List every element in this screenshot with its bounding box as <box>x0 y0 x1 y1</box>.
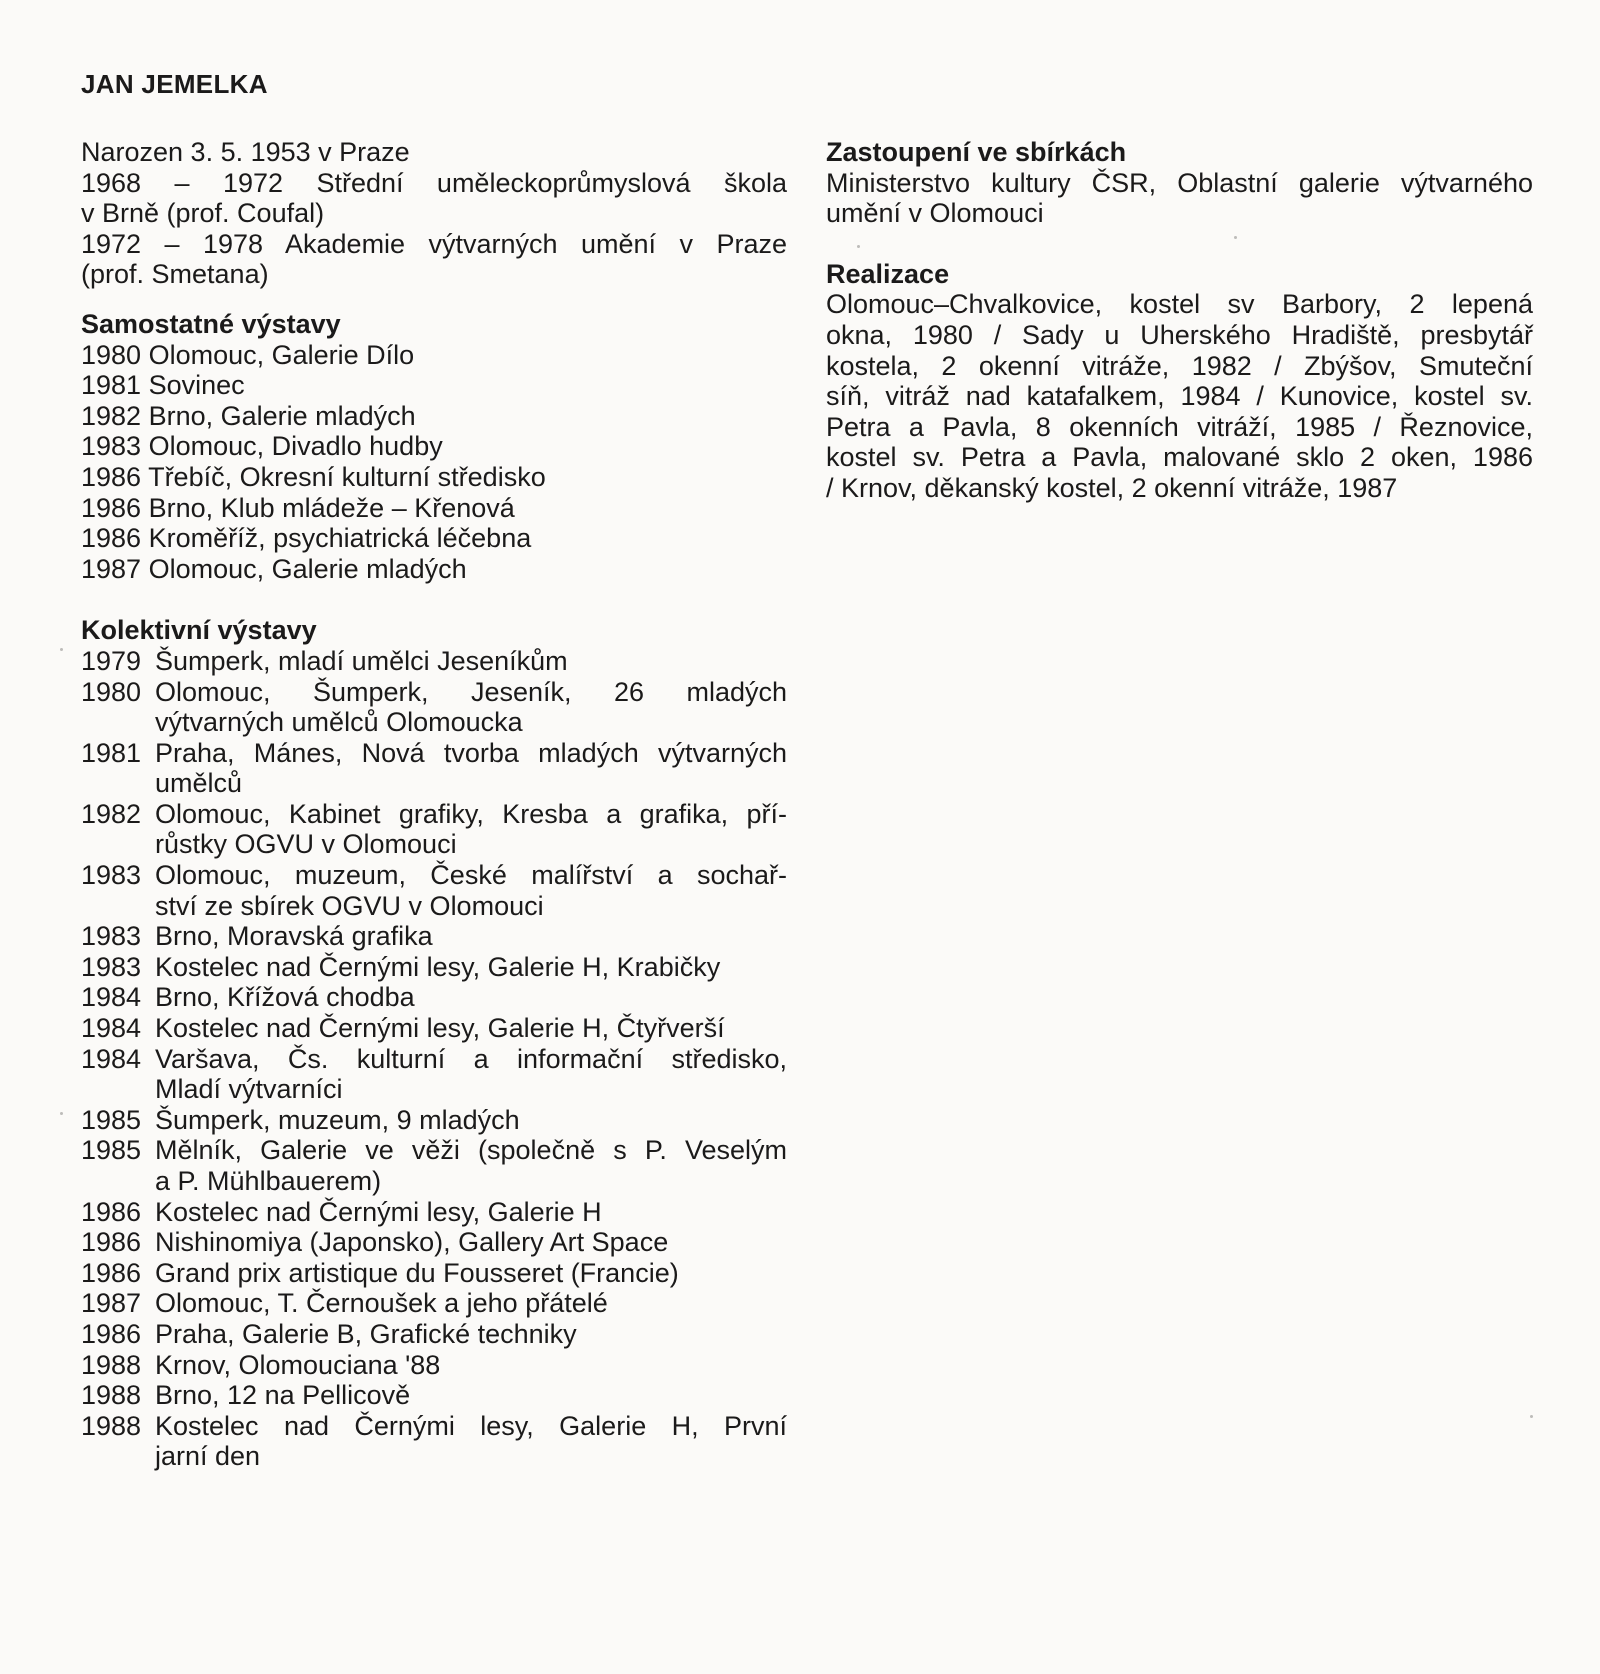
exhibition-text-line: Praha, Galerie B, Grafické techniky <box>155 1318 577 1349</box>
group-exhibition-item <box>81 1197 787 1228</box>
exhibition-text <box>155 738 787 799</box>
exhibition-year: 1988 <box>81 1380 142 1411</box>
exhibition-text <box>155 799 787 860</box>
realizations-section <box>826 259 1533 504</box>
collections-section <box>826 137 1533 229</box>
exhibition-text-line: Šumperk, muzeum, 9 mladých <box>155 1104 520 1135</box>
artist-name-title: JAN JEMELKA <box>81 69 268 99</box>
solo-exhibition-item: 1986 Třebíč, Okresní kulturní středisko <box>81 461 546 492</box>
exhibition-text <box>155 646 787 677</box>
group-exhibition-item <box>81 921 787 952</box>
realizations-line: síň, vitráž nad katafalkem, 1984 / Kunovice, kostel sv. <box>826 381 1533 412</box>
bio-line: Narozen 3. 5. 1953 v Praze <box>81 137 410 167</box>
group-exhibition-item <box>81 1319 787 1350</box>
realizations-line: okna, 1980 / Sady u Uherského Hradiště, presbytář <box>826 319 1533 350</box>
exhibition-text <box>155 1013 787 1044</box>
exhibition-text-line: Mělník, Galerie ve věži (společně s P. Veselým <box>155 1135 787 1166</box>
exhibition-text-line: růstky OGVU v Olomouci <box>155 829 457 860</box>
group-exhibitions-heading: Kolektivní výstavy <box>81 615 317 646</box>
paper-speck <box>60 648 63 651</box>
solo-exhibitions-section <box>81 309 787 584</box>
exhibition-year: 1980 <box>81 676 142 707</box>
exhibition-text <box>155 1044 787 1105</box>
exhibition-year: 1986 <box>81 1318 142 1349</box>
exhibition-year: 1985 <box>81 1104 142 1135</box>
realizations-heading: Realizace <box>826 258 950 289</box>
exhibition-year: 1981 <box>81 737 142 768</box>
exhibition-text <box>155 1135 787 1196</box>
group-exhibition-item <box>81 860 787 921</box>
group-exhibition-item <box>81 1258 787 1289</box>
paper-speck <box>857 245 860 248</box>
exhibition-year: 1985 <box>81 1135 142 1166</box>
group-exhibition-item <box>81 799 787 860</box>
exhibition-year: 1986 <box>81 1257 142 1288</box>
exhibition-text-line: Kostelec nad Černými lesy, Galerie H, Krabičky <box>155 951 721 982</box>
group-exhibition-item <box>81 1135 787 1196</box>
paper-speck <box>1530 1415 1533 1418</box>
group-exhibition-item <box>81 646 787 677</box>
exhibition-text <box>155 1350 787 1381</box>
group-exhibition-item <box>81 1105 787 1136</box>
right-column <box>826 137 1533 504</box>
exhibition-text <box>155 982 787 1013</box>
solo-exhibition-item: 1980 Olomouc, Galerie Dílo <box>81 339 415 370</box>
left-column <box>81 137 787 1472</box>
section-gap <box>826 229 1533 259</box>
section-gap <box>81 584 787 615</box>
group-exhibition-item <box>81 982 787 1013</box>
exhibition-text-line: Kostelec nad Černými lesy, Galerie H, První <box>155 1410 787 1441</box>
exhibition-text-line: Brno, Moravská grafika <box>155 921 433 952</box>
exhibition-text <box>155 1288 787 1319</box>
exhibition-text <box>155 1197 787 1228</box>
exhibition-year: 1983 <box>81 951 142 982</box>
solo-exhibition-item: 1982 Brno, Galerie mladých <box>81 400 416 431</box>
solo-exhibition-item: 1986 Kroměříž, psychiatrická léčebna <box>81 523 532 554</box>
group-exhibition-item <box>81 677 787 738</box>
bio-line: 1968 – 1972 Střední uměleckoprůmyslová škola <box>81 167 787 198</box>
exhibition-text-line: Brno, Křížová chodba <box>155 982 415 1013</box>
exhibition-year: 1984 <box>81 982 142 1013</box>
exhibition-text-line: Kostelec nad Černými lesy, Galerie H <box>155 1196 602 1227</box>
group-exhibition-item <box>81 1380 787 1411</box>
group-exhibition-item <box>81 738 787 799</box>
realizations-line: / Krnov, děkanský kostel, 2 okenní vitráže, 1987 <box>826 472 1398 503</box>
exhibition-text-line: Praha, Mánes, Nová tvorba mladých výtvarných <box>155 737 787 768</box>
biography <box>81 137 787 290</box>
realizations-line: kostela, 2 okenní vitráže, 1982 / Zbýšov, Smuteční <box>826 350 1533 381</box>
collections-line: umění v Olomouci <box>826 198 1044 229</box>
exhibition-text-line: umělců <box>155 768 243 799</box>
exhibition-text <box>155 1380 787 1411</box>
exhibition-text <box>155 860 787 921</box>
exhibition-year: 1979 <box>81 645 142 676</box>
exhibition-text-line: Šumperk, mladí umělci Jeseníkům <box>155 645 568 676</box>
exhibition-text <box>155 952 787 983</box>
group-exhibition-item <box>81 952 787 983</box>
exhibition-year: 1987 <box>81 1288 142 1319</box>
exhibition-text-line: Brno, 12 na Pellicově <box>155 1380 411 1411</box>
exhibition-year: 1986 <box>81 1196 142 1227</box>
exhibition-text <box>155 1319 787 1350</box>
group-exhibition-item <box>81 1227 787 1258</box>
exhibition-text <box>155 921 787 952</box>
exhibition-text-line: ství ze sbírek OGVU v Olomouci <box>155 890 544 921</box>
exhibition-text-line: Varšava, Čs. kulturní a informační středisko, <box>155 1043 787 1074</box>
exhibition-text <box>155 1105 787 1136</box>
section-gap <box>81 290 787 309</box>
group-exhibitions-section <box>81 615 787 1472</box>
exhibition-year: 1986 <box>81 1227 142 1258</box>
exhibition-year: 1984 <box>81 1013 142 1044</box>
bio-line: (prof. Smetana) <box>81 259 269 290</box>
exhibition-year: 1983 <box>81 921 142 952</box>
exhibition-text <box>155 1411 787 1472</box>
exhibition-text <box>155 677 787 738</box>
exhibition-text-line: výtvarných umělců Olomoucka <box>155 707 523 738</box>
exhibition-year: 1983 <box>81 860 142 891</box>
exhibition-text-line: Grand prix artistique du Fousseret (Francie) <box>155 1257 679 1288</box>
solo-exhibition-item: 1987 Olomouc, Galerie mladých <box>81 553 467 584</box>
paper-speck <box>60 1112 63 1115</box>
group-exhibition-item <box>81 1044 787 1105</box>
exhibition-year: 1984 <box>81 1043 142 1074</box>
exhibition-text-line: Mladí výtvarníci <box>155 1074 343 1105</box>
exhibition-text-line: Olomouc, Šumperk, Jeseník, 26 mladých <box>155 676 787 707</box>
exhibition-text-line: jarní den <box>155 1441 261 1472</box>
group-exhibition-item <box>81 1288 787 1319</box>
exhibition-text-line: Olomouc, Kabinet grafiky, Kresba a grafika, pří- <box>155 798 787 829</box>
bio-line: v Brně (prof. Coufal) <box>81 198 325 229</box>
group-exhibition-item <box>81 1350 787 1381</box>
bio-line: 1972 – 1978 Akademie výtvarných umění v Praze <box>81 228 787 259</box>
solo-exhibition-item: 1986 Brno, Klub mládeže – Křenová <box>81 492 515 523</box>
exhibition-text <box>155 1258 787 1289</box>
exhibition-text-line: Olomouc, muzeum, České malířství a sochař- <box>155 860 787 891</box>
solo-exhibition-item: 1983 Olomouc, Divadlo hudby <box>81 431 443 462</box>
collections-heading: Zastoupení ve sbírkách <box>826 137 1127 167</box>
group-exhibition-item <box>81 1411 787 1472</box>
group-exhibition-item <box>81 1013 787 1044</box>
exhibition-text-line: a P. Mühlbauerem) <box>155 1166 382 1196</box>
realizations-line: Petra a Pavla, 8 okenních vitráží, 1985 / Řeznovice, <box>826 411 1533 442</box>
exhibition-text <box>155 1227 787 1258</box>
exhibition-year: 1988 <box>81 1410 142 1441</box>
paper-speck <box>1234 236 1237 239</box>
realizations-line: kostel sv. Petra a Pavla, malované sklo 2 oken, 1986 <box>826 442 1533 473</box>
exhibition-year: 1988 <box>81 1349 142 1380</box>
solo-exhibition-item: 1981 Sovinec <box>81 370 245 401</box>
exhibition-text-line: Nishinomiya (Japonsko), Gallery Art Space <box>155 1227 669 1258</box>
collections-line: Ministerstvo kultury ČSR, Oblastní galerie výtvarného <box>826 167 1533 198</box>
exhibition-text-line: Olomouc, T. Černoušek a jeho přátelé <box>155 1288 608 1319</box>
solo-exhibitions-heading: Samostatné výstavy <box>81 308 341 339</box>
exhibition-text-line: Krnov, Olomouciana '88 <box>155 1349 441 1380</box>
realizations-line: Olomouc–Chvalkovice, kostel sv Barbory, 2 lepená <box>826 289 1533 320</box>
exhibition-year: 1982 <box>81 798 142 829</box>
exhibition-text-line: Kostelec nad Černými lesy, Galerie H, Čtyřverší <box>155 1013 725 1044</box>
